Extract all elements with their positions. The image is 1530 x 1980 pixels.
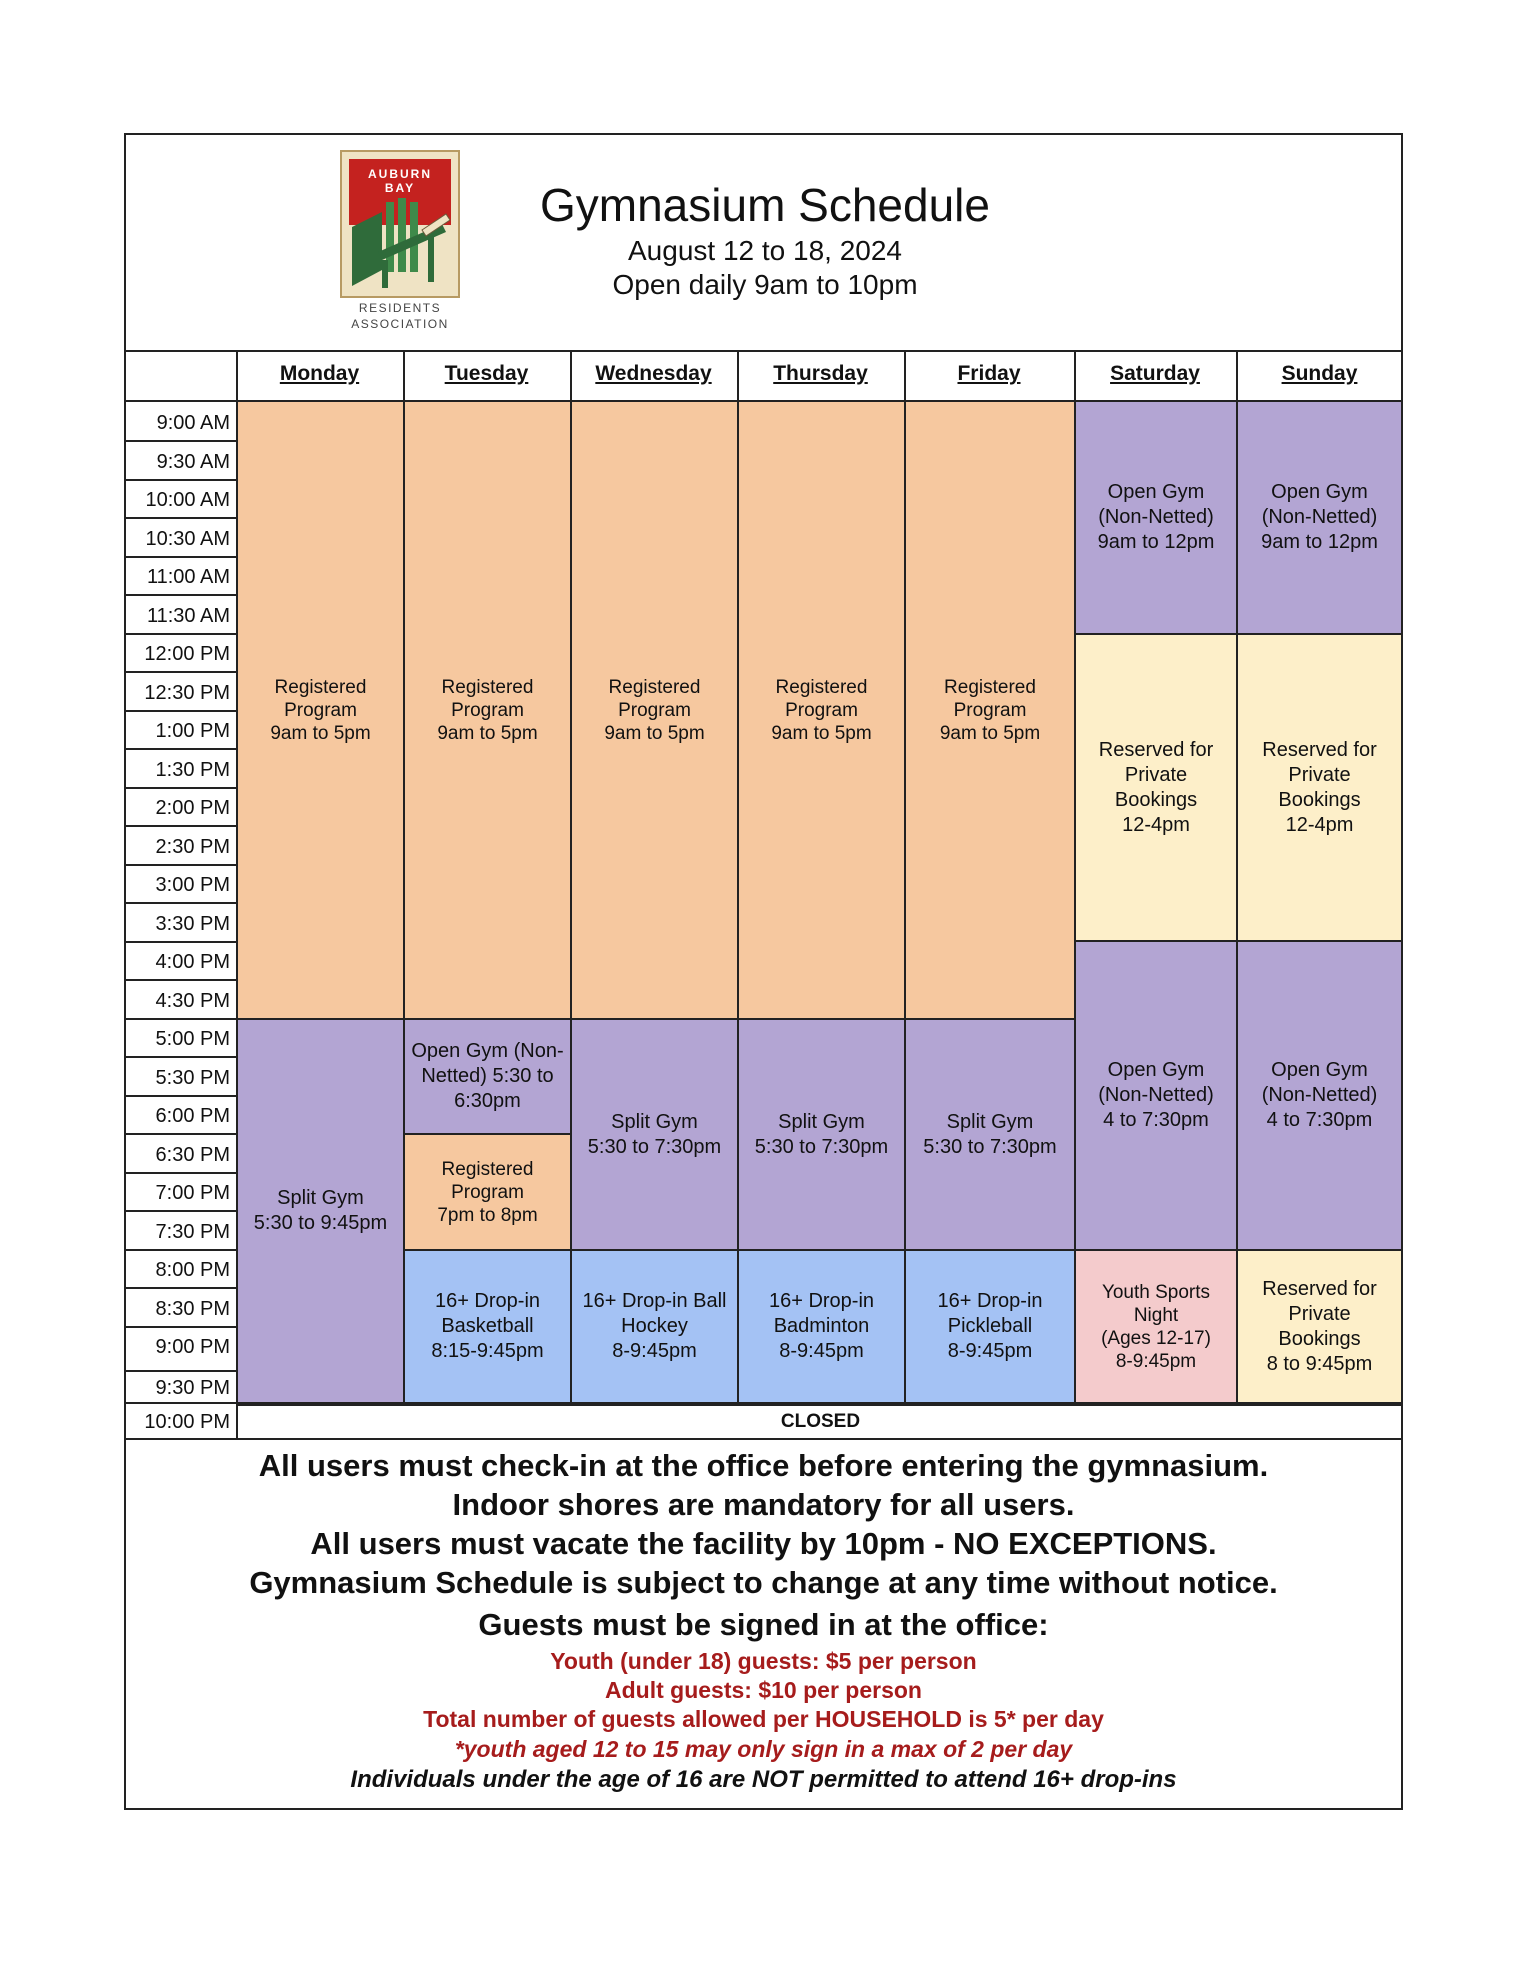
event-tuesday-dropin-basketball: 16+ Drop-in Basketball 8:15-9:45pm: [403, 1249, 572, 1404]
opening-hours: Open daily 9am to 10pm: [612, 269, 918, 300]
event-wednesday-dropin-ball-hockey: 16+ Drop-in Ball Hockey 8-9:45pm: [570, 1249, 739, 1404]
event-tuesday-registered-program: Registered Program 9am to 5pm: [403, 400, 572, 1020]
day-header-saturday: Saturday: [1110, 362, 1200, 385]
auburn-bay-logo: [340, 150, 460, 298]
event-saturday-open-gym-morning: Open Gym (Non-Netted) 9am to 12pm: [1074, 400, 1238, 635]
notice-youth-limit: *youth aged 12 to 15 may only sign in a max of 2 per day: [454, 1736, 1073, 1762]
notice-schedule-change: Gymnasium Schedule is subject to change at any time without notice.: [249, 1565, 1278, 1600]
event-wednesday-split-gym: Split Gym 5:30 to 7:30pm: [570, 1018, 739, 1251]
time-label: 1:30 PM: [155, 759, 230, 781]
time-label: 8:30 PM: [155, 1298, 230, 1320]
time-label: 5:30 PM: [155, 1067, 230, 1089]
logo-caption: [320, 300, 480, 332]
date-range: August 12 to 18, 2024: [628, 235, 902, 266]
notice-indoor-shoes: Indoor shores are mandatory for all users.: [452, 1487, 1075, 1522]
logo-name-line2: BAY: [384, 181, 416, 195]
time-label: 11:30 AM: [146, 605, 230, 627]
event-sunday-private-bookings: Reserved for Private Bookings 12-4pm: [1236, 633, 1403, 942]
time-label: 9:30 PM: [155, 1377, 230, 1399]
time-label: 2:30 PM: [155, 836, 230, 858]
event-friday-split-gym: Split Gym 5:30 to 7:30pm: [904, 1018, 1076, 1251]
time-label: 1:00 PM: [155, 720, 230, 742]
logo-caption-line1: RESIDENTS: [358, 301, 442, 315]
event-thursday-dropin-badminton: 16+ Drop-in Badminton 8-9:45pm: [737, 1249, 906, 1404]
time-label: 7:00 PM: [155, 1182, 230, 1204]
notice-checkin: All users must check-in at the office before entering the gymnasium.: [258, 1448, 1269, 1483]
time-label: 5:00 PM: [155, 1028, 230, 1050]
notice-adult-fee: Adult guests: $10 per person: [605, 1677, 922, 1703]
time-label: 6:00 PM: [155, 1105, 230, 1127]
time-label: 10:30 AM: [145, 528, 230, 550]
logo-caption-line2: ASSOCIATION: [351, 317, 449, 331]
time-label: 3:00 PM: [155, 874, 230, 896]
time-label: 9:30 AM: [156, 451, 230, 473]
page-title: Gymnasium Schedule: [540, 179, 990, 231]
event-friday-dropin-pickleball: 16+ Drop-in Pickleball 8-9:45pm: [904, 1249, 1076, 1404]
event-friday-registered-program: Registered Program 9am to 5pm: [904, 400, 1076, 1020]
time-label: 9:00 PM: [155, 1336, 230, 1358]
event-saturday-open-gym-evening: Open Gym (Non-Netted) 4 to 7:30pm: [1074, 940, 1238, 1251]
event-monday-split-gym: Split Gym 5:30 to 9:45pm: [236, 1018, 405, 1404]
event-tuesday-open-gym: Open Gym (Non- Netted) 5:30 to 6:30pm: [403, 1018, 572, 1135]
notice-dropin-age: Individuals under the age of 16 are NOT permitted to attend 16+ drop-ins: [350, 1766, 1177, 1793]
event-sunday-private-bookings-evening: Reserved for Private Bookings 8 to 9:45pm: [1236, 1249, 1403, 1404]
event-wednesday-registered-program: Registered Program 9am to 5pm: [570, 400, 739, 1020]
notice-vacate: All users must vacate the facility by 10pm - NO EXCEPTIONS.: [310, 1526, 1217, 1561]
event-thursday-registered-program: Registered Program 9am to 5pm: [737, 400, 906, 1020]
time-label: 4:30 PM: [155, 990, 230, 1012]
event-saturday-private-bookings: Reserved for Private Bookings 12-4pm: [1074, 633, 1238, 942]
table-bottom-line: [124, 1438, 1403, 1440]
day-header-monday: Monday: [279, 362, 360, 385]
event-sunday-open-gym-evening: Open Gym (Non-Netted) 4 to 7:30pm: [1236, 940, 1403, 1251]
time-label: 11:00 AM: [146, 566, 230, 588]
time-label: 10:00 AM: [145, 489, 230, 511]
time-label: 9:00 AM: [156, 412, 230, 434]
day-header-wednesday: Wednesday: [595, 362, 712, 385]
notice-youth-fee: Youth (under 18) guests: $5 per person: [550, 1648, 977, 1674]
time-label: 4:00 PM: [155, 951, 230, 973]
time-label: 10:00 PM: [144, 1411, 230, 1433]
event-monday-registered-program: Registered Program 9am to 5pm: [236, 400, 405, 1020]
notice-household-limit: Total number of guests allowed per HOUSEHOLD is 5* per day: [423, 1706, 1104, 1732]
time-label: 2:00 PM: [155, 797, 230, 819]
time-label: 7:30 PM: [155, 1221, 230, 1243]
closed-row: CLOSED: [236, 1404, 1403, 1440]
event-saturday-youth-sports-night: Youth Sports Night (Ages 12-17) 8-9:45pm: [1074, 1249, 1238, 1404]
time-label: 8:00 PM: [155, 1259, 230, 1281]
event-tuesday-registered-program-evening: Registered Program 7pm to 8pm: [403, 1133, 572, 1251]
time-label: 12:00 PM: [144, 643, 230, 665]
day-header-tuesday: Tuesday: [444, 362, 529, 385]
time-label: 3:30 PM: [155, 913, 230, 935]
day-header-sunday: Sunday: [1281, 362, 1358, 385]
adirondack-chair-icon: [342, 152, 462, 300]
time-label: 12:30 PM: [144, 682, 230, 704]
notice-guests-heading: Guests must be signed in at the office:: [478, 1607, 1049, 1642]
event-thursday-split-gym: Split Gym 5:30 to 7:30pm: [737, 1018, 906, 1251]
event-sunday-open-gym-morning: Open Gym (Non-Netted) 9am to 12pm: [1236, 400, 1403, 635]
time-label: 6:30 PM: [155, 1144, 230, 1166]
day-header-thursday: Thursday: [773, 362, 868, 385]
logo-name-line1: AUBURN: [368, 167, 432, 181]
day-header-friday: Friday: [957, 362, 1021, 385]
